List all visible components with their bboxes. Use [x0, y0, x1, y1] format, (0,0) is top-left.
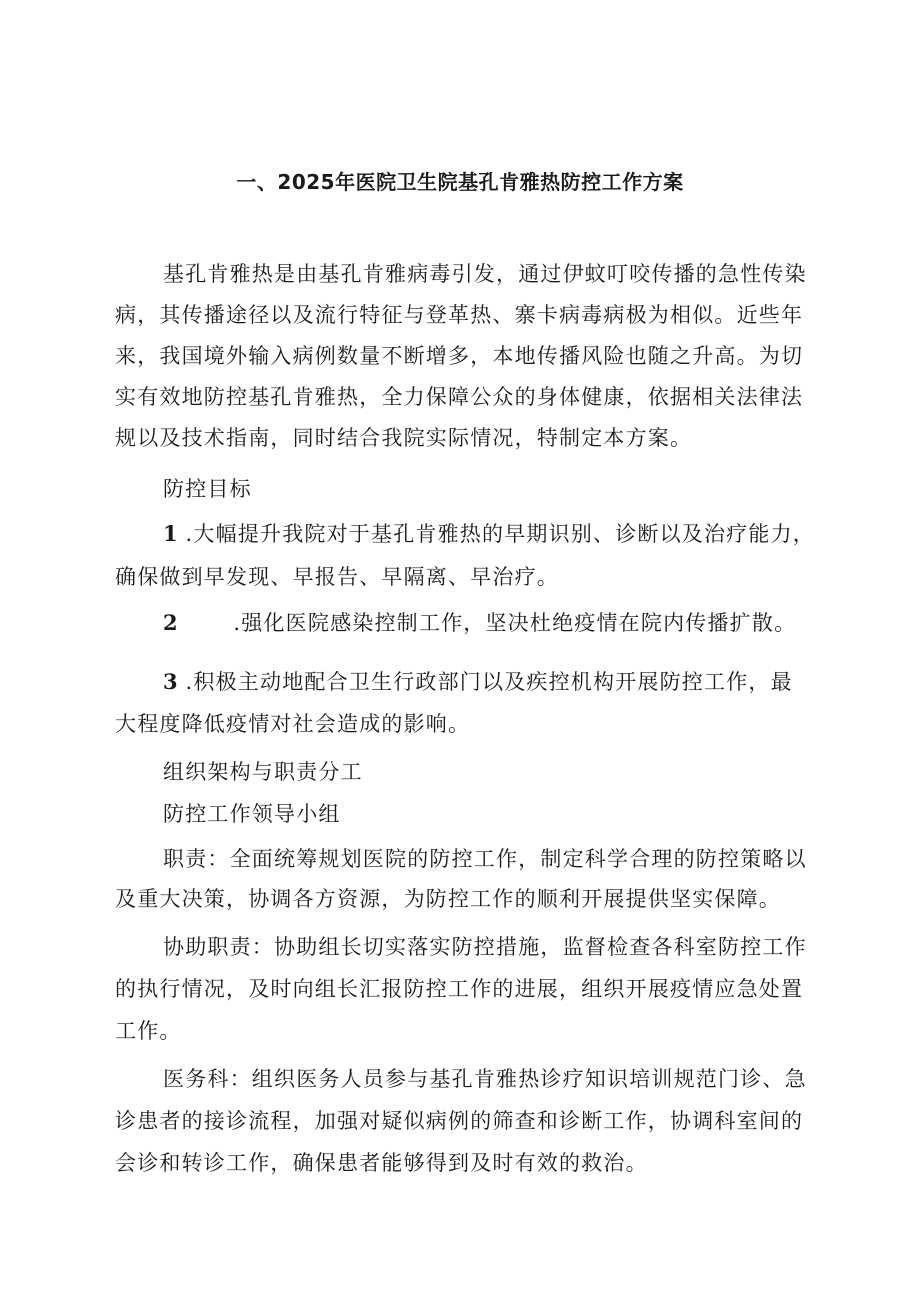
intro-line: 来，我国境外输入病例数量不断增多，本地传播风险也随之升高。为切: [115, 344, 804, 368]
document-title: 一、2025年医院卫生院基孔肯雅热防控工作方案: [236, 170, 684, 194]
goal-item-3-cont: 大程度降低疫情对社会造成的影响。: [115, 712, 471, 736]
heading-org: 组织架构与职责分工: [163, 760, 363, 784]
heading-leader: 防控工作领导小组: [163, 802, 341, 826]
goal-text: .积极主动地配合卫生行政部门以及疾控机构开展防控工作，最: [185, 670, 793, 694]
intro-line: 基孔肯雅热是由基孔肯雅病毒引发，通过伊蚊叮咬传播的急性传染: [163, 262, 807, 286]
goal-text: .强化医院感染控制工作，坚决杜绝疫情在院内传播扩散。: [233, 611, 797, 635]
goal-number: 1: [163, 521, 178, 546]
medical-line: 诊患者的接诊流程，加强对疑似病例的筛查和诊断工作，协调科室间的: [115, 1109, 804, 1133]
goal-item-3: [163, 665, 793, 699]
goal-number: 3: [163, 669, 178, 694]
assist-line: 的执行情况，及时向组长汇报防控工作的进展，组织开展疫情应急处置: [115, 977, 804, 1001]
duty-line: 及重大决策，协调各方资源，为防控工作的顺利开展提供坚实保障。: [115, 887, 781, 911]
intro-line: 病，其传播途径以及流行特征与登革热、寨卡病毒病极为相似。近些年: [115, 303, 804, 327]
medical-line: 医务科：组织医务人员参与基孔肯雅热诊疗知识培训规范门诊、急: [163, 1067, 807, 1091]
assist-line: 工作。: [115, 1019, 182, 1043]
goal-number: 2: [163, 610, 178, 635]
assist-line: 协助职责：协助组长切实落实防控措施，监督检查各科室防控工作: [163, 935, 807, 959]
goal-item-1: [163, 517, 815, 551]
intro-line: 实有效地防控基孔肯雅热，全力保障公众的身体健康，依据相关法律法: [115, 385, 804, 409]
intro-line: 规以及技术指南，同时结合我院实际情况，特制定本方案。: [115, 426, 693, 450]
heading-goals: 防控目标: [163, 477, 252, 501]
duty-line: 职责：全面统筹规划医院的防控工作，制定科学合理的防控策略以: [163, 847, 807, 871]
goal-item-1-cont: 确保做到早发现、早报告、早隔离、早治疗。: [115, 565, 559, 589]
goal-text: .大幅提升我院对于基孔肯雅热的早期识别、诊断以及治疗能力，: [185, 522, 815, 546]
goal-item-2: [163, 606, 796, 640]
medical-line: 会诊和转诊工作，确保患者能够得到及时有效的救治。: [115, 1151, 648, 1175]
